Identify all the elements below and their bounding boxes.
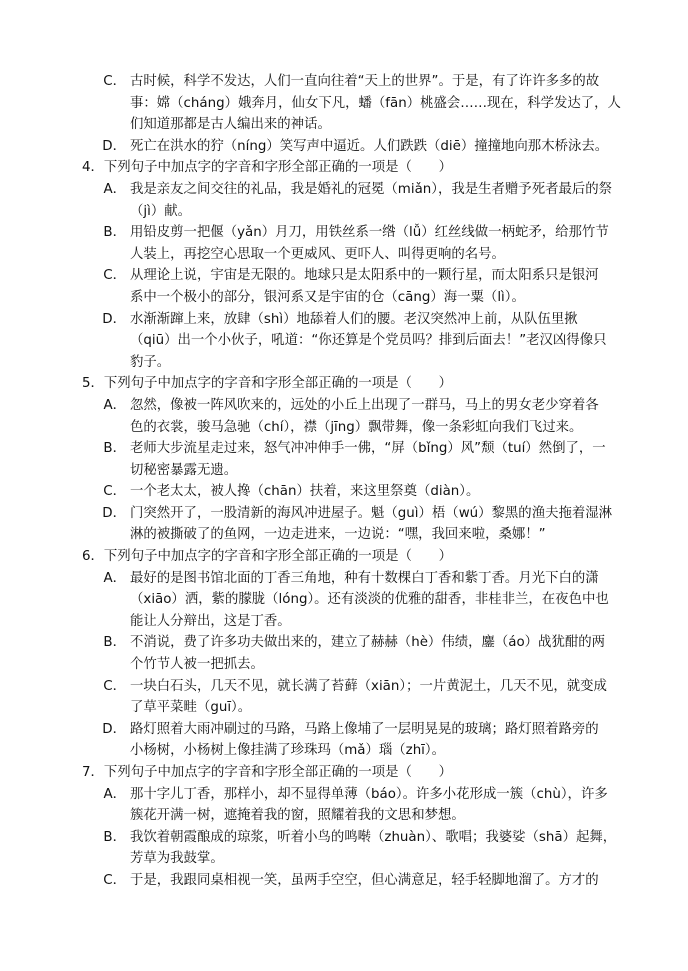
option-letter: D． bbox=[102, 721, 126, 737]
answer-option bbox=[92, 136, 620, 158]
option-letter: D． bbox=[102, 311, 126, 327]
answer-option bbox=[92, 503, 620, 546]
answer-option bbox=[92, 568, 620, 633]
answer-option bbox=[92, 632, 620, 675]
option-text-line: 不消说，费了许多功夫做出来的，建立了赫赫（hè）伟绩，鏖（áo）战犹酣的两 bbox=[130, 635, 606, 651]
question-stem: 4．下列句子中加点字的字音和字形全部正确的一项是（ ） bbox=[82, 160, 453, 176]
option-text-line: 芳草为我鼓掌。 bbox=[130, 851, 224, 867]
option-text-line: 老师大步流星走过来，怒气冲冲伸手一佛，“屏（bǐng）风”颓（tuí）然倒了，一 bbox=[130, 441, 606, 457]
option-letter: C． bbox=[103, 678, 126, 694]
question-block bbox=[82, 373, 620, 546]
option-letter: C． bbox=[103, 872, 126, 888]
option-text-line: 古时候，科学不发达，人们一直向往着“天上的世界”。于是，有了许许多多的故 bbox=[130, 74, 600, 89]
answer-option bbox=[92, 71, 620, 136]
option-text-line: （jì）献。 bbox=[130, 203, 192, 219]
answer-option bbox=[92, 481, 620, 503]
option-text-line: 了草平菜畦（guī）。 bbox=[130, 700, 252, 716]
option-text-line: 从理论上说，宇宙是无限的。地球只是太阳系中的一颗行星，而太阳系只是银河 bbox=[130, 268, 599, 284]
continued-options bbox=[100, 71, 620, 157]
option-letter: B． bbox=[103, 225, 126, 241]
option-text-line: 于是，我跟同桌相视一笑，虽两手空空，但心满意足，轻手轻脚地溜了。方才的 bbox=[130, 872, 599, 888]
option-letter: A． bbox=[103, 181, 126, 197]
option-letter: D． bbox=[102, 138, 126, 154]
option-text-line: （xiāo）洒，紫的朦胧（lóng）。还有淡淡的优雅的甜香，非桂非兰，在夜色中也 bbox=[130, 592, 609, 608]
option-text-line: 个竹节人被一把抓去。 bbox=[130, 657, 264, 673]
question-stem: 6．下列句子中加点字的字音和字形全部正确的一项是（ ） bbox=[82, 549, 453, 565]
option-text-line: 色的衣裳，骏马急驰（chí），襟（jīng）飘带舞，像一条彩虹向我们飞过来。 bbox=[130, 419, 583, 435]
answer-option bbox=[92, 676, 620, 719]
option-text-line: 最好的是图书馆北面的丁香三角地，种有十数棵白丁香和紫丁香。月光下白的潇 bbox=[130, 570, 599, 586]
option-text-line: 一个老太太，被人搀（chān）扶着，来这里祭奠（diàn）。 bbox=[130, 484, 480, 500]
option-letter: C． bbox=[103, 484, 126, 500]
option-text-line: 忽然，像被一阵风吹来的，远处的小丘上出现了一群马，马上的男女老少穿着各 bbox=[130, 397, 599, 413]
option-letter: B． bbox=[103, 635, 126, 651]
question-stem: 5．下列句子中加点字的字音和字形全部正确的一项是（ ） bbox=[82, 376, 453, 392]
option-letter: B． bbox=[103, 441, 126, 457]
question-block bbox=[82, 546, 620, 762]
option-text-line: （qiū）出一个小伙子，吼道：“你还算是个党员吗？排到后面去！”老汉凶得像只 bbox=[130, 333, 607, 349]
option-text-line: 簇花开满一树，遮掩着我的窗，照耀着我的文思和梦想。 bbox=[130, 808, 465, 824]
option-text-line: 用铅皮剪一把偃（yǎn）月刀，用铁丝系一绺（lǚ）红丝线做一柄蛇矛，给那竹节 bbox=[130, 225, 609, 241]
answer-option bbox=[92, 309, 620, 374]
question-block bbox=[82, 762, 620, 892]
option-text-line: 豹子。 bbox=[130, 354, 171, 370]
option-text-line: 们知道那都是古人编出来的神话。 bbox=[130, 117, 331, 133]
answer-option bbox=[92, 784, 620, 827]
option-letter: C． bbox=[103, 74, 126, 89]
option-text-line: 能让人分辩出，这是丁香。 bbox=[130, 613, 291, 629]
option-text-line: 门突然开了，一股清新的海风冲进屋子。魁（guì）梧（wú）黎黑的渔夫拖着湿淋 bbox=[130, 505, 613, 521]
option-text-line: 水渐渐蹿上来，放肆（shì）地舔着人们的腰。老汉突然冲上前，从队伍里揪 bbox=[130, 311, 578, 327]
option-letter: A． bbox=[103, 570, 126, 586]
option-text-line: 我饮着朝霞酿成的琼浆，听着小鸟的鸣啭（zhuàn）、歌唱；我婆娑（shā）起舞， bbox=[130, 829, 617, 845]
question-block bbox=[82, 157, 620, 373]
option-text-line: 一块白石头，几天不见，就长满了苔藓（xiān）；一片黄泥土，几天不见，就变成 bbox=[130, 678, 607, 694]
option-text-line: 那十字儿丁香，那样小，却不显得单薄（báo）。许多小花形成一簇（chù），许多 bbox=[130, 786, 608, 802]
option-letter: A． bbox=[103, 397, 126, 413]
option-letter: B． bbox=[103, 829, 126, 845]
option-text-line: 事：嫦（cháng）娥奔月，仙女下凡，蟠（fān）桃盛会……现在，科学发达了，人 bbox=[130, 95, 621, 111]
option-text-line: 淋的被撕破了的鱼网，一边走进来，一边说：“嘿，我回来啦，桑娜！” bbox=[130, 527, 546, 543]
option-letter: D． bbox=[102, 505, 126, 521]
option-letter: A． bbox=[103, 786, 126, 802]
answer-option bbox=[92, 827, 620, 870]
option-text-line: 人装上，再挖空心思取一个更威风、更吓人、叫得更响的名号。 bbox=[130, 246, 505, 262]
option-letter: C． bbox=[103, 268, 126, 284]
answer-option bbox=[92, 719, 620, 762]
option-text-line: 小杨树，小杨树上像挂满了珍珠玛（mǎ）瑙（zhī）。 bbox=[130, 743, 445, 759]
answer-option bbox=[92, 179, 620, 222]
answer-option bbox=[92, 222, 620, 265]
option-text-line: 系中一个极小的部分，银河系又是宇宙的仓（cāng）海一粟（lì）。 bbox=[130, 289, 525, 305]
option-text-line: 切秘密暴露无遗。 bbox=[130, 462, 238, 478]
option-text-line: 我是亲友之间交往的礼品，我是婚礼的冠冕（miǎn），我是生者赠予死者最后的祭 bbox=[130, 181, 613, 197]
question-stem: 7．下列句子中加点字的字音和字形全部正确的一项是（ ） bbox=[82, 765, 453, 780]
option-text-line: 路灯照着大雨冲刷过的马路，马路上像埔了一层明晃晃的玻璃；路灯照着路旁的 bbox=[130, 721, 599, 737]
question-list bbox=[82, 71, 621, 892]
answer-option bbox=[92, 870, 620, 892]
option-text-line: 死亡在洪水的狞（níng）笑写声中逼近。人们跌跌（diē）撞撞地向那木桥泳去。 bbox=[130, 138, 609, 154]
answer-option bbox=[92, 438, 620, 481]
answer-option bbox=[92, 395, 620, 438]
answer-option bbox=[92, 265, 620, 308]
